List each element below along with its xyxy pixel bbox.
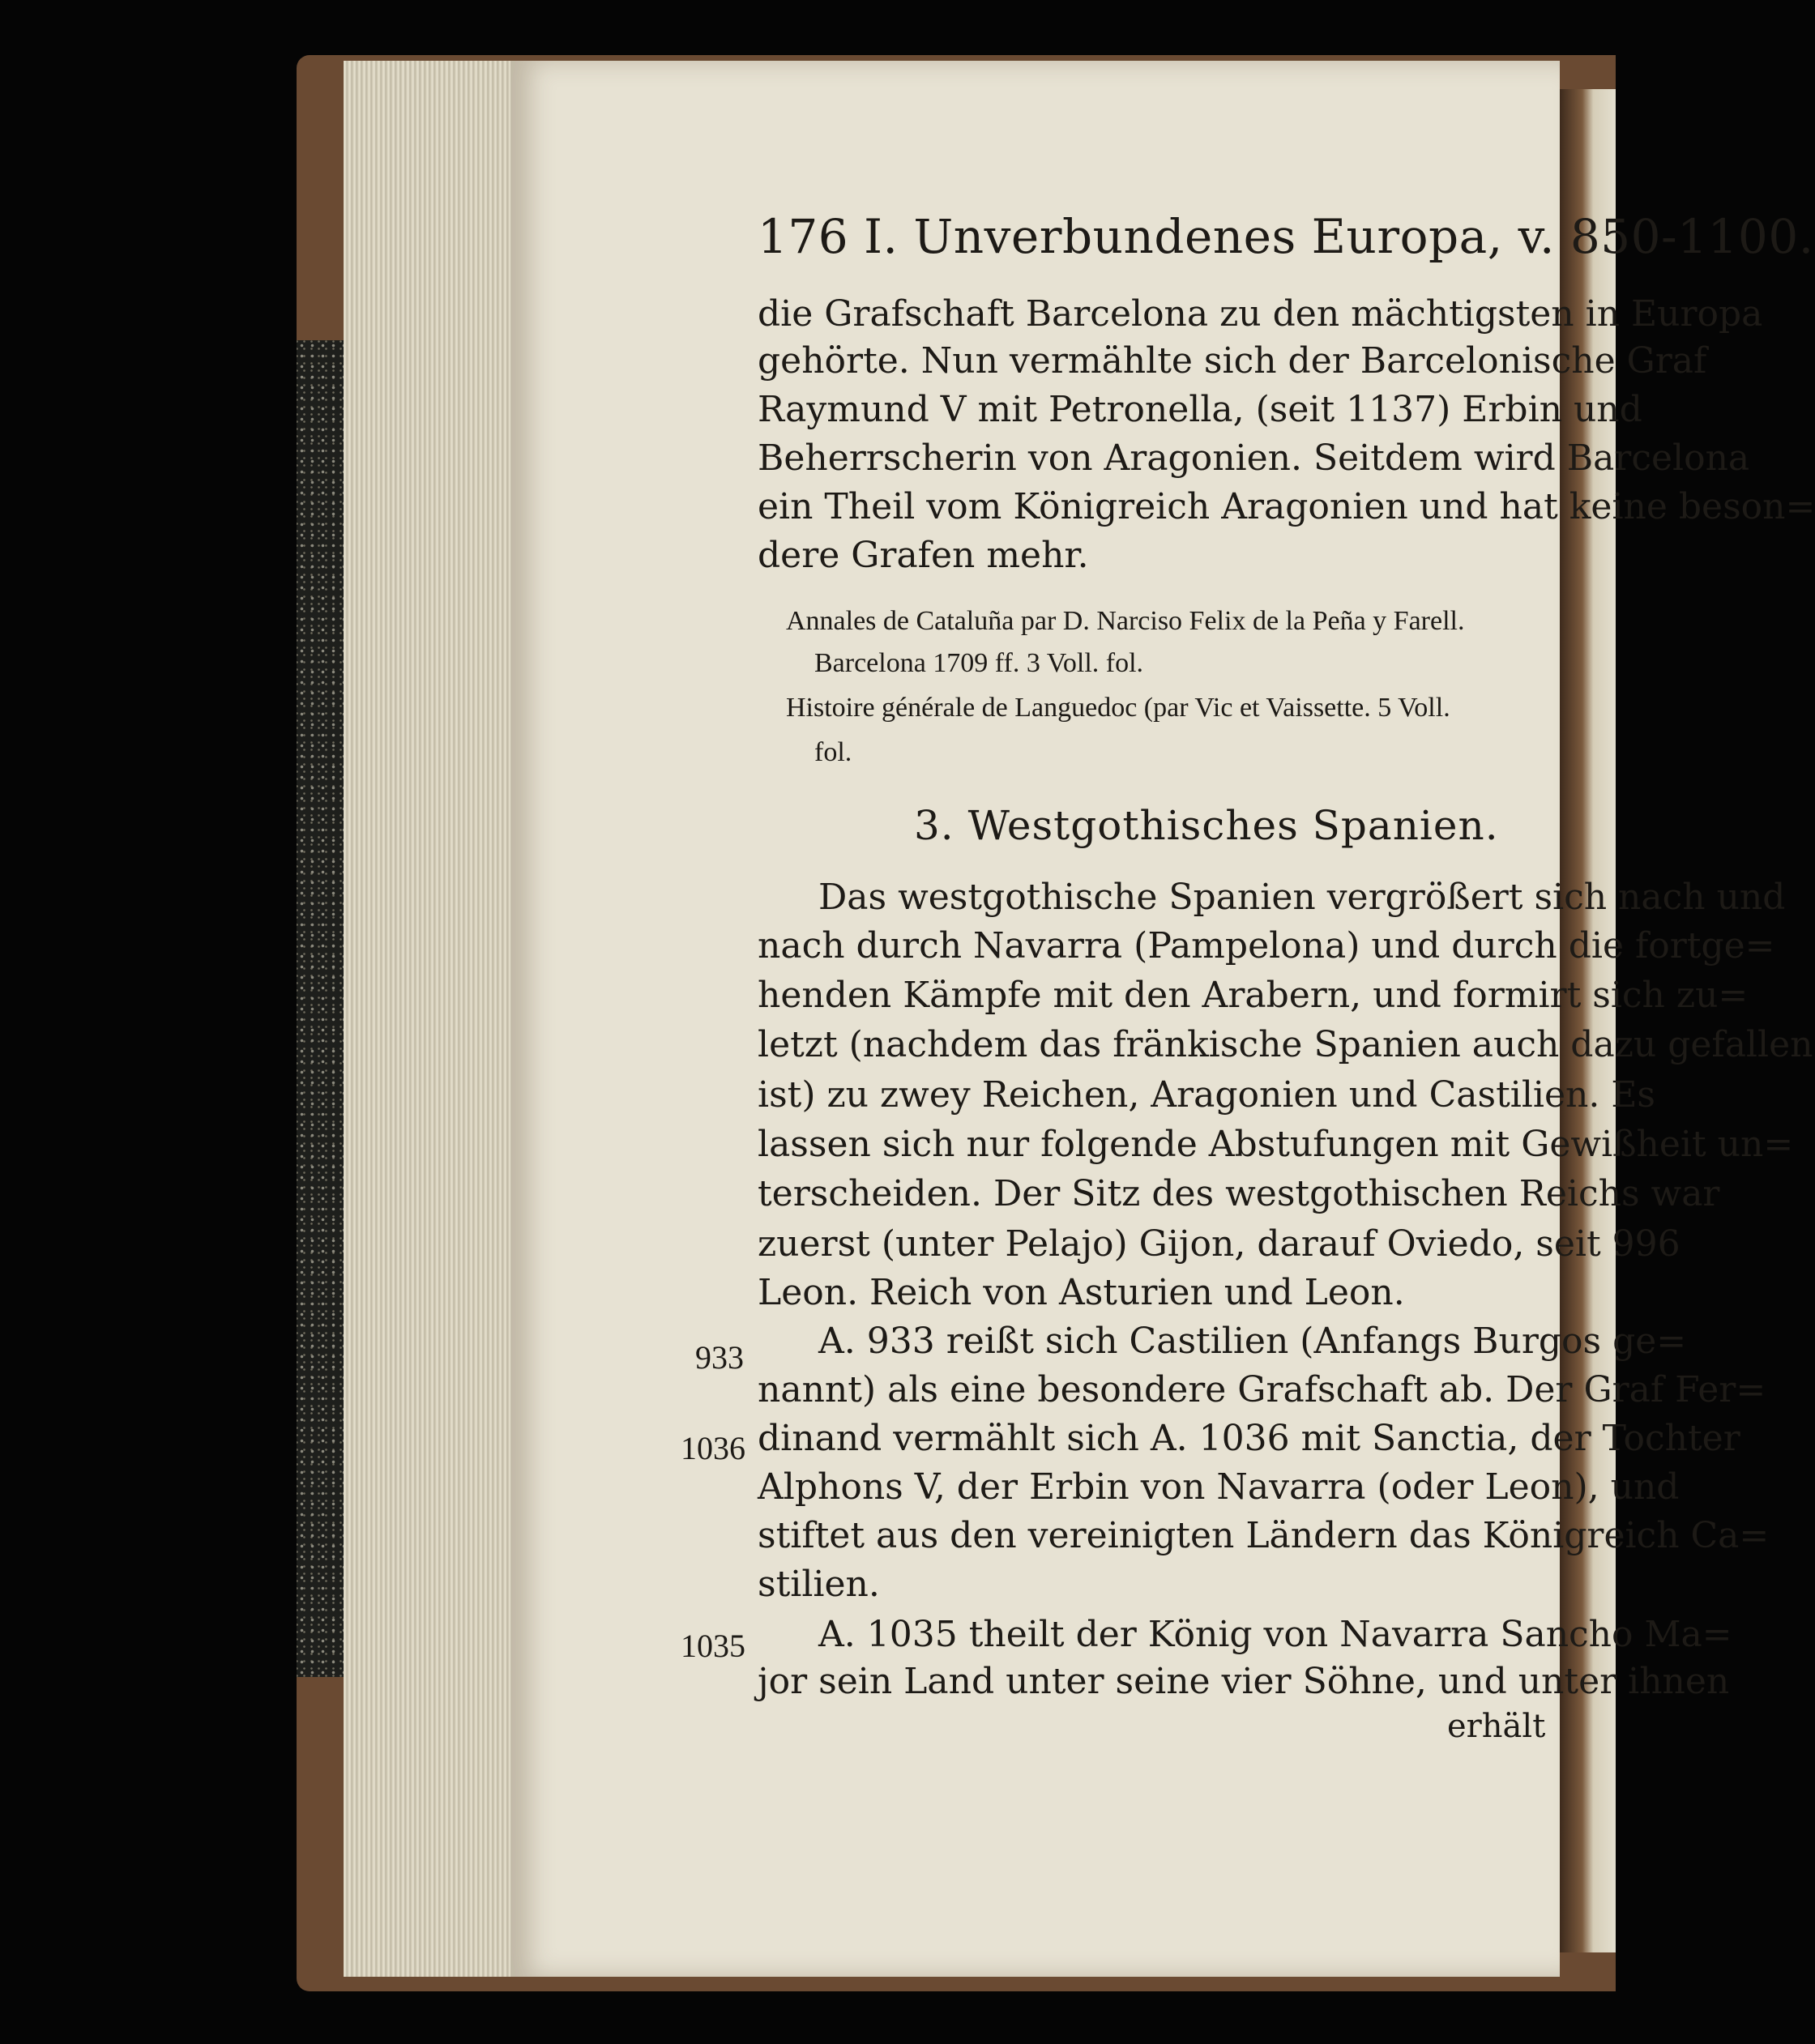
text-line: Das westgothische Spanien vergrößert sich nach und <box>818 877 1786 918</box>
text-line: gehörte. Nun vermählte sich der Barcelonische Graf <box>758 340 1707 382</box>
text-line: ist) zu zwey Reichen, Aragonien und Castilien. Es <box>758 1074 1656 1116</box>
text-line: die Grafschaft Barcelona zu den mächtigsten in Europa <box>758 293 1763 335</box>
catchword: erhält <box>1447 1708 1546 1745</box>
margin-year: 1035 <box>681 1628 745 1664</box>
text-line: ein Theil vom Königreich Aragonien und hat keine beson= <box>758 486 1815 527</box>
text-line: dere Grafen mehr. <box>758 535 1089 576</box>
text-line: stiftet aus den vereinigten Ländern das Königreich Ca= <box>758 1515 1770 1556</box>
reference-note: Histoire générale de Languedoc (par Vic et Vaissette. 5 Voll. <box>786 693 1450 723</box>
margin-year: 933 <box>695 1339 744 1376</box>
text-line: zuerst (unter Pelajo) Gijon, darauf Oviedo, seit 996 <box>758 1223 1680 1265</box>
text-line: Alphons V, der Erbin von Navarra (oder Leon), und <box>758 1466 1680 1508</box>
text-line: Beherrscherin von Aragonien. Seitdem wird Barcelona <box>758 437 1750 479</box>
text-line: lassen sich nur folgende Abstufungen mit Gewißheit un= <box>758 1124 1794 1165</box>
margin-year: 1036 <box>681 1430 745 1466</box>
reference-note: Annales de Cataluña par D. Narciso Felix de la Peña y Farell. <box>786 606 1465 636</box>
text-line: A. 1035 theilt der König von Navarra Sancho Ma= <box>818 1614 1732 1655</box>
page-edges <box>344 61 523 1977</box>
text-line: Raymund V mit Petronella, (seit 1137) Erbin und <box>758 389 1642 430</box>
reference-note: fol. <box>814 737 852 767</box>
text-line: nannt) als eine besondere Grafschaft ab. Der Graf Fer= <box>758 1369 1766 1410</box>
section-title: 3. Westgothisches Spanien. <box>914 802 1499 849</box>
text-line: letzt (nachdem das fränkische Spanien auch dazu gefallen <box>758 1024 1813 1065</box>
text-line: A. 933 reißt sich Castilien (Anfangs Burgos ge= <box>818 1321 1687 1362</box>
text-line: henden Kämpfe mit den Arabern, und formirt sich zu= <box>758 975 1749 1016</box>
text-line: nach durch Navarra (Pampelona) und durch die fortge= <box>758 925 1775 967</box>
text-line: jor sein Land unter seine vier Söhne, und unter ihnen <box>758 1661 1730 1702</box>
text-line: Leon. Reich von Asturien und Leon. <box>758 1272 1405 1313</box>
text-line: dinand vermählt sich A. 1036 mit Sanctia, der Tochter <box>758 1418 1740 1459</box>
reference-note: Barcelona 1709 ff. 3 Voll. fol. <box>814 648 1144 678</box>
running-header: 176 I. Unverbundenes Europa, v. 850-1100. <box>758 209 1814 264</box>
text-line: terscheiden. Der Sitz des westgothischen Reichs war <box>758 1173 1720 1214</box>
text-line: stilien. <box>758 1564 880 1605</box>
